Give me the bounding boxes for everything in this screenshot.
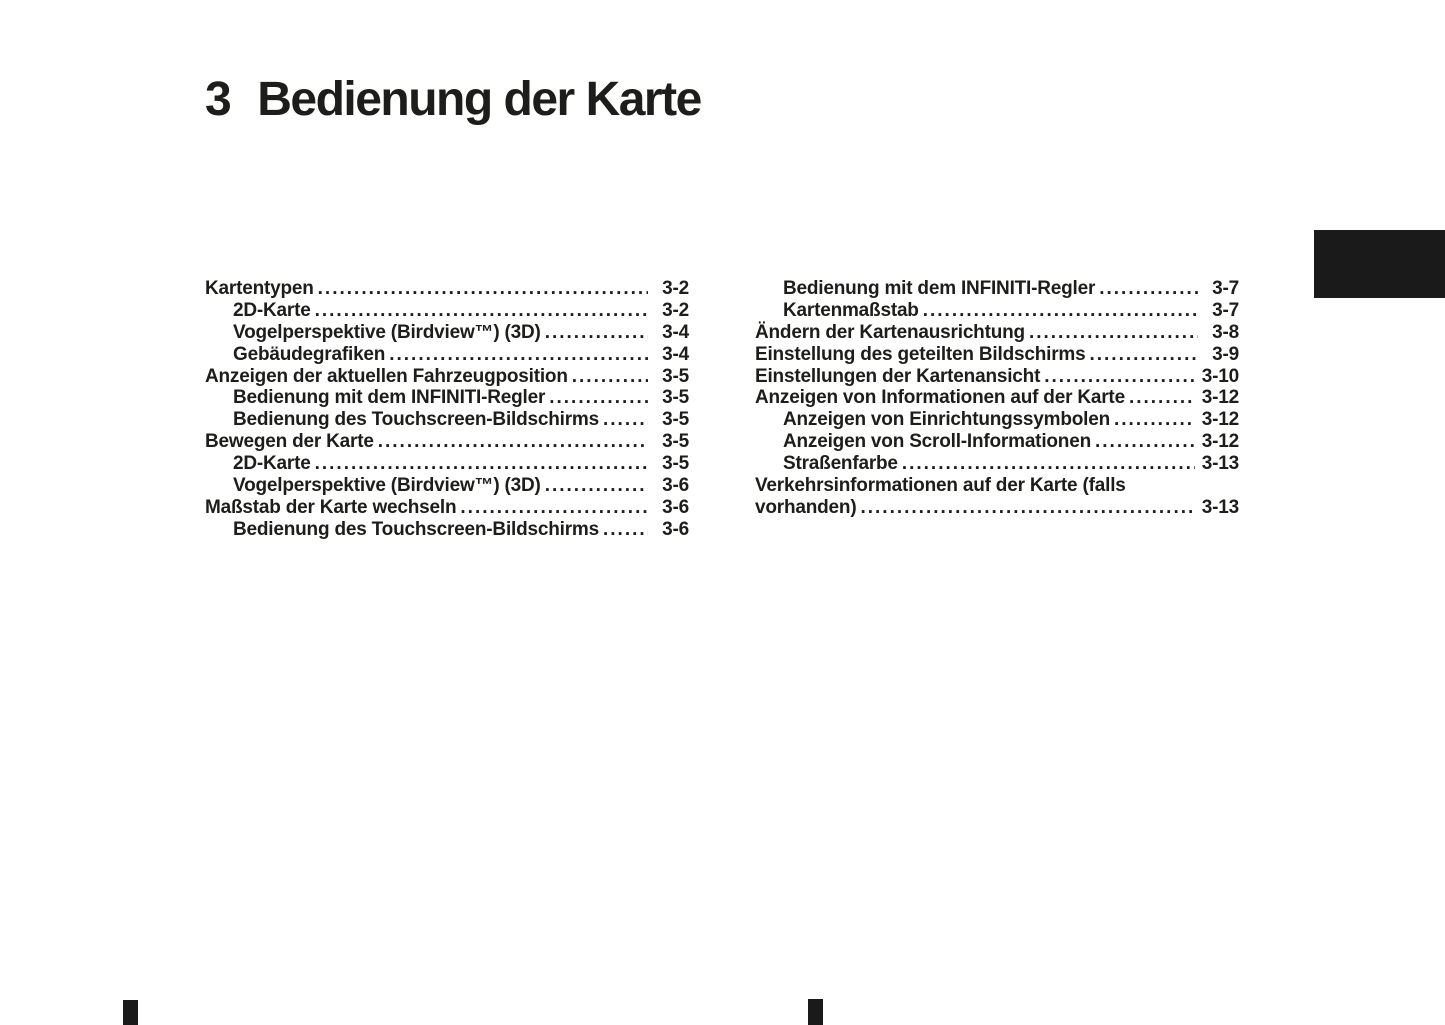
toc-entry-label: 2D-Karte bbox=[233, 453, 311, 475]
toc-page-number: 3-12 bbox=[1201, 387, 1239, 409]
toc-page-number: 3-4 bbox=[662, 321, 689, 343]
toc-entry-label: Bedienung mit dem INFINITI-Regler bbox=[783, 278, 1096, 299]
toc-entry bbox=[205, 300, 689, 322]
toc-page-number: 3-7 bbox=[1212, 299, 1239, 321]
toc-page-number: 3-6 bbox=[662, 475, 689, 497]
toc-page-number: 3-4 bbox=[662, 343, 689, 365]
toc-entry bbox=[205, 431, 689, 453]
toc-entry-label: Maßstab der Karte wechseln bbox=[205, 496, 457, 518]
toc-entry-label: Gebäudegrafiken bbox=[233, 343, 386, 365]
toc-entry bbox=[205, 387, 689, 409]
toc-page-number: 3-10 bbox=[1201, 365, 1239, 387]
toc-leader-dots bbox=[318, 278, 648, 300]
toc-column-left bbox=[205, 278, 689, 541]
toc-entry bbox=[755, 453, 1239, 475]
toc-page-number: 3-9 bbox=[1212, 343, 1239, 365]
toc-entry-label: Verkehrsinformationen auf der Karte (falls bbox=[755, 475, 1126, 497]
toc-entry-label: Straßenfarbe bbox=[783, 453, 898, 475]
toc-leader-dots bbox=[549, 387, 648, 409]
toc-entry-label: Kartenmaßstab bbox=[783, 299, 919, 321]
toc-leader-dots bbox=[1029, 322, 1198, 344]
toc-entry bbox=[755, 344, 1239, 366]
toc-leader-dots bbox=[603, 409, 648, 431]
toc-entry-label: Kartentypen bbox=[205, 278, 314, 299]
toc-page-number: 3-8 bbox=[1212, 321, 1239, 343]
toc-leader-dots bbox=[603, 519, 648, 541]
toc-leader-dots bbox=[389, 344, 648, 366]
toc-page-number: 3-5 bbox=[662, 431, 689, 453]
toc-entry bbox=[205, 453, 689, 475]
toc-page-number: 3-12 bbox=[1201, 431, 1239, 453]
toc-leader-dots bbox=[1099, 278, 1198, 300]
toc-page-number: 3-7 bbox=[1212, 278, 1239, 299]
toc-entry bbox=[205, 475, 689, 497]
toc-entry bbox=[755, 497, 1239, 519]
toc-entry bbox=[205, 519, 689, 541]
toc-entry bbox=[755, 409, 1239, 431]
toc-entry-label: Anzeigen von Einrichtungssymbolen bbox=[783, 409, 1110, 431]
toc-entry-label: Bedienung mit dem INFINITI-Regler bbox=[233, 387, 546, 409]
toc-entry-label: vorhanden) bbox=[755, 496, 857, 518]
toc-page-number: 3-13 bbox=[1201, 496, 1239, 518]
toc-page-number: 3-2 bbox=[662, 278, 689, 299]
toc-page-number: 3-13 bbox=[1201, 453, 1239, 475]
toc-entry-label: Anzeigen von Informationen auf der Karte bbox=[755, 387, 1125, 409]
toc-leader-dots bbox=[315, 300, 648, 322]
chapter-heading bbox=[205, 73, 701, 126]
toc-entry-label: Ändern der Kartenausrichtung bbox=[755, 321, 1025, 343]
toc-entry-label: Bedienung des Touchscreen-Bildschirms bbox=[233, 518, 599, 540]
toc-leader-dots bbox=[315, 453, 648, 475]
toc-leader-dots bbox=[902, 453, 1195, 475]
toc-entry-label: Anzeigen von Scroll-Informationen bbox=[783, 431, 1091, 453]
toc-leader-dots bbox=[860, 497, 1194, 519]
toc-leader-dots bbox=[1129, 387, 1195, 409]
toc-entry-label: Einstellungen der Kartenansicht bbox=[755, 365, 1041, 387]
toc-leader-dots bbox=[378, 431, 648, 453]
toc-leader-dots bbox=[545, 322, 648, 344]
toc-entry bbox=[755, 322, 1239, 344]
toc-entry bbox=[755, 366, 1239, 388]
print-registration-mark-left bbox=[123, 1000, 138, 1025]
toc-entry bbox=[205, 278, 689, 300]
toc-entry bbox=[205, 366, 689, 388]
toc-entry-label: Vogelperspektive (Birdview™) (3D) bbox=[233, 321, 541, 343]
toc-entry-label: Vogelperspektive (Birdview™) (3D) bbox=[233, 475, 541, 497]
toc-page-number: 3-12 bbox=[1201, 409, 1239, 431]
toc-page-number: 3-5 bbox=[662, 409, 689, 431]
chapter-title: Bedienung der Karte bbox=[257, 73, 701, 126]
toc-page-number: 3-5 bbox=[662, 387, 689, 409]
toc-entry bbox=[205, 497, 689, 519]
toc-entry bbox=[755, 431, 1239, 453]
toc-entry-label: 2D-Karte bbox=[233, 299, 311, 321]
toc-page-number: 3-6 bbox=[662, 496, 689, 518]
toc-page-number: 3-5 bbox=[662, 365, 689, 387]
toc-entry bbox=[755, 278, 1239, 300]
toc-entry bbox=[205, 409, 689, 431]
toc-entry bbox=[755, 475, 1239, 497]
toc-leader-dots bbox=[572, 366, 648, 388]
toc-page-number: 3-5 bbox=[662, 453, 689, 475]
toc-leader-dots bbox=[1044, 366, 1195, 388]
toc-leader-dots bbox=[460, 497, 648, 519]
toc-entry-label: Bedienung des Touchscreen-Bildschirms bbox=[233, 409, 599, 431]
toc-leader-dots bbox=[1095, 431, 1195, 453]
print-registration-mark-center bbox=[808, 999, 823, 1025]
toc-page-number: 3-2 bbox=[662, 299, 689, 321]
toc-page-number: 3-6 bbox=[662, 518, 689, 540]
toc-entry-label: Bewegen der Karte bbox=[205, 431, 374, 453]
toc-leader-dots bbox=[545, 475, 648, 497]
toc-entry-label: Anzeigen der aktuellen Fahrzeugposition bbox=[205, 365, 568, 387]
toc-column-right bbox=[755, 278, 1239, 519]
toc-entry-label: Einstellung des geteilten Bildschirms bbox=[755, 343, 1086, 365]
toc-leader-dots bbox=[923, 300, 1198, 322]
toc-entry bbox=[205, 322, 689, 344]
chapter-number: 3 bbox=[205, 73, 231, 126]
toc-leader-dots bbox=[1089, 344, 1198, 366]
toc-entry bbox=[755, 300, 1239, 322]
toc-entry bbox=[205, 344, 689, 366]
toc-entry bbox=[755, 387, 1239, 409]
toc-leader-dots bbox=[1114, 409, 1195, 431]
chapter-side-tab bbox=[1314, 230, 1445, 298]
